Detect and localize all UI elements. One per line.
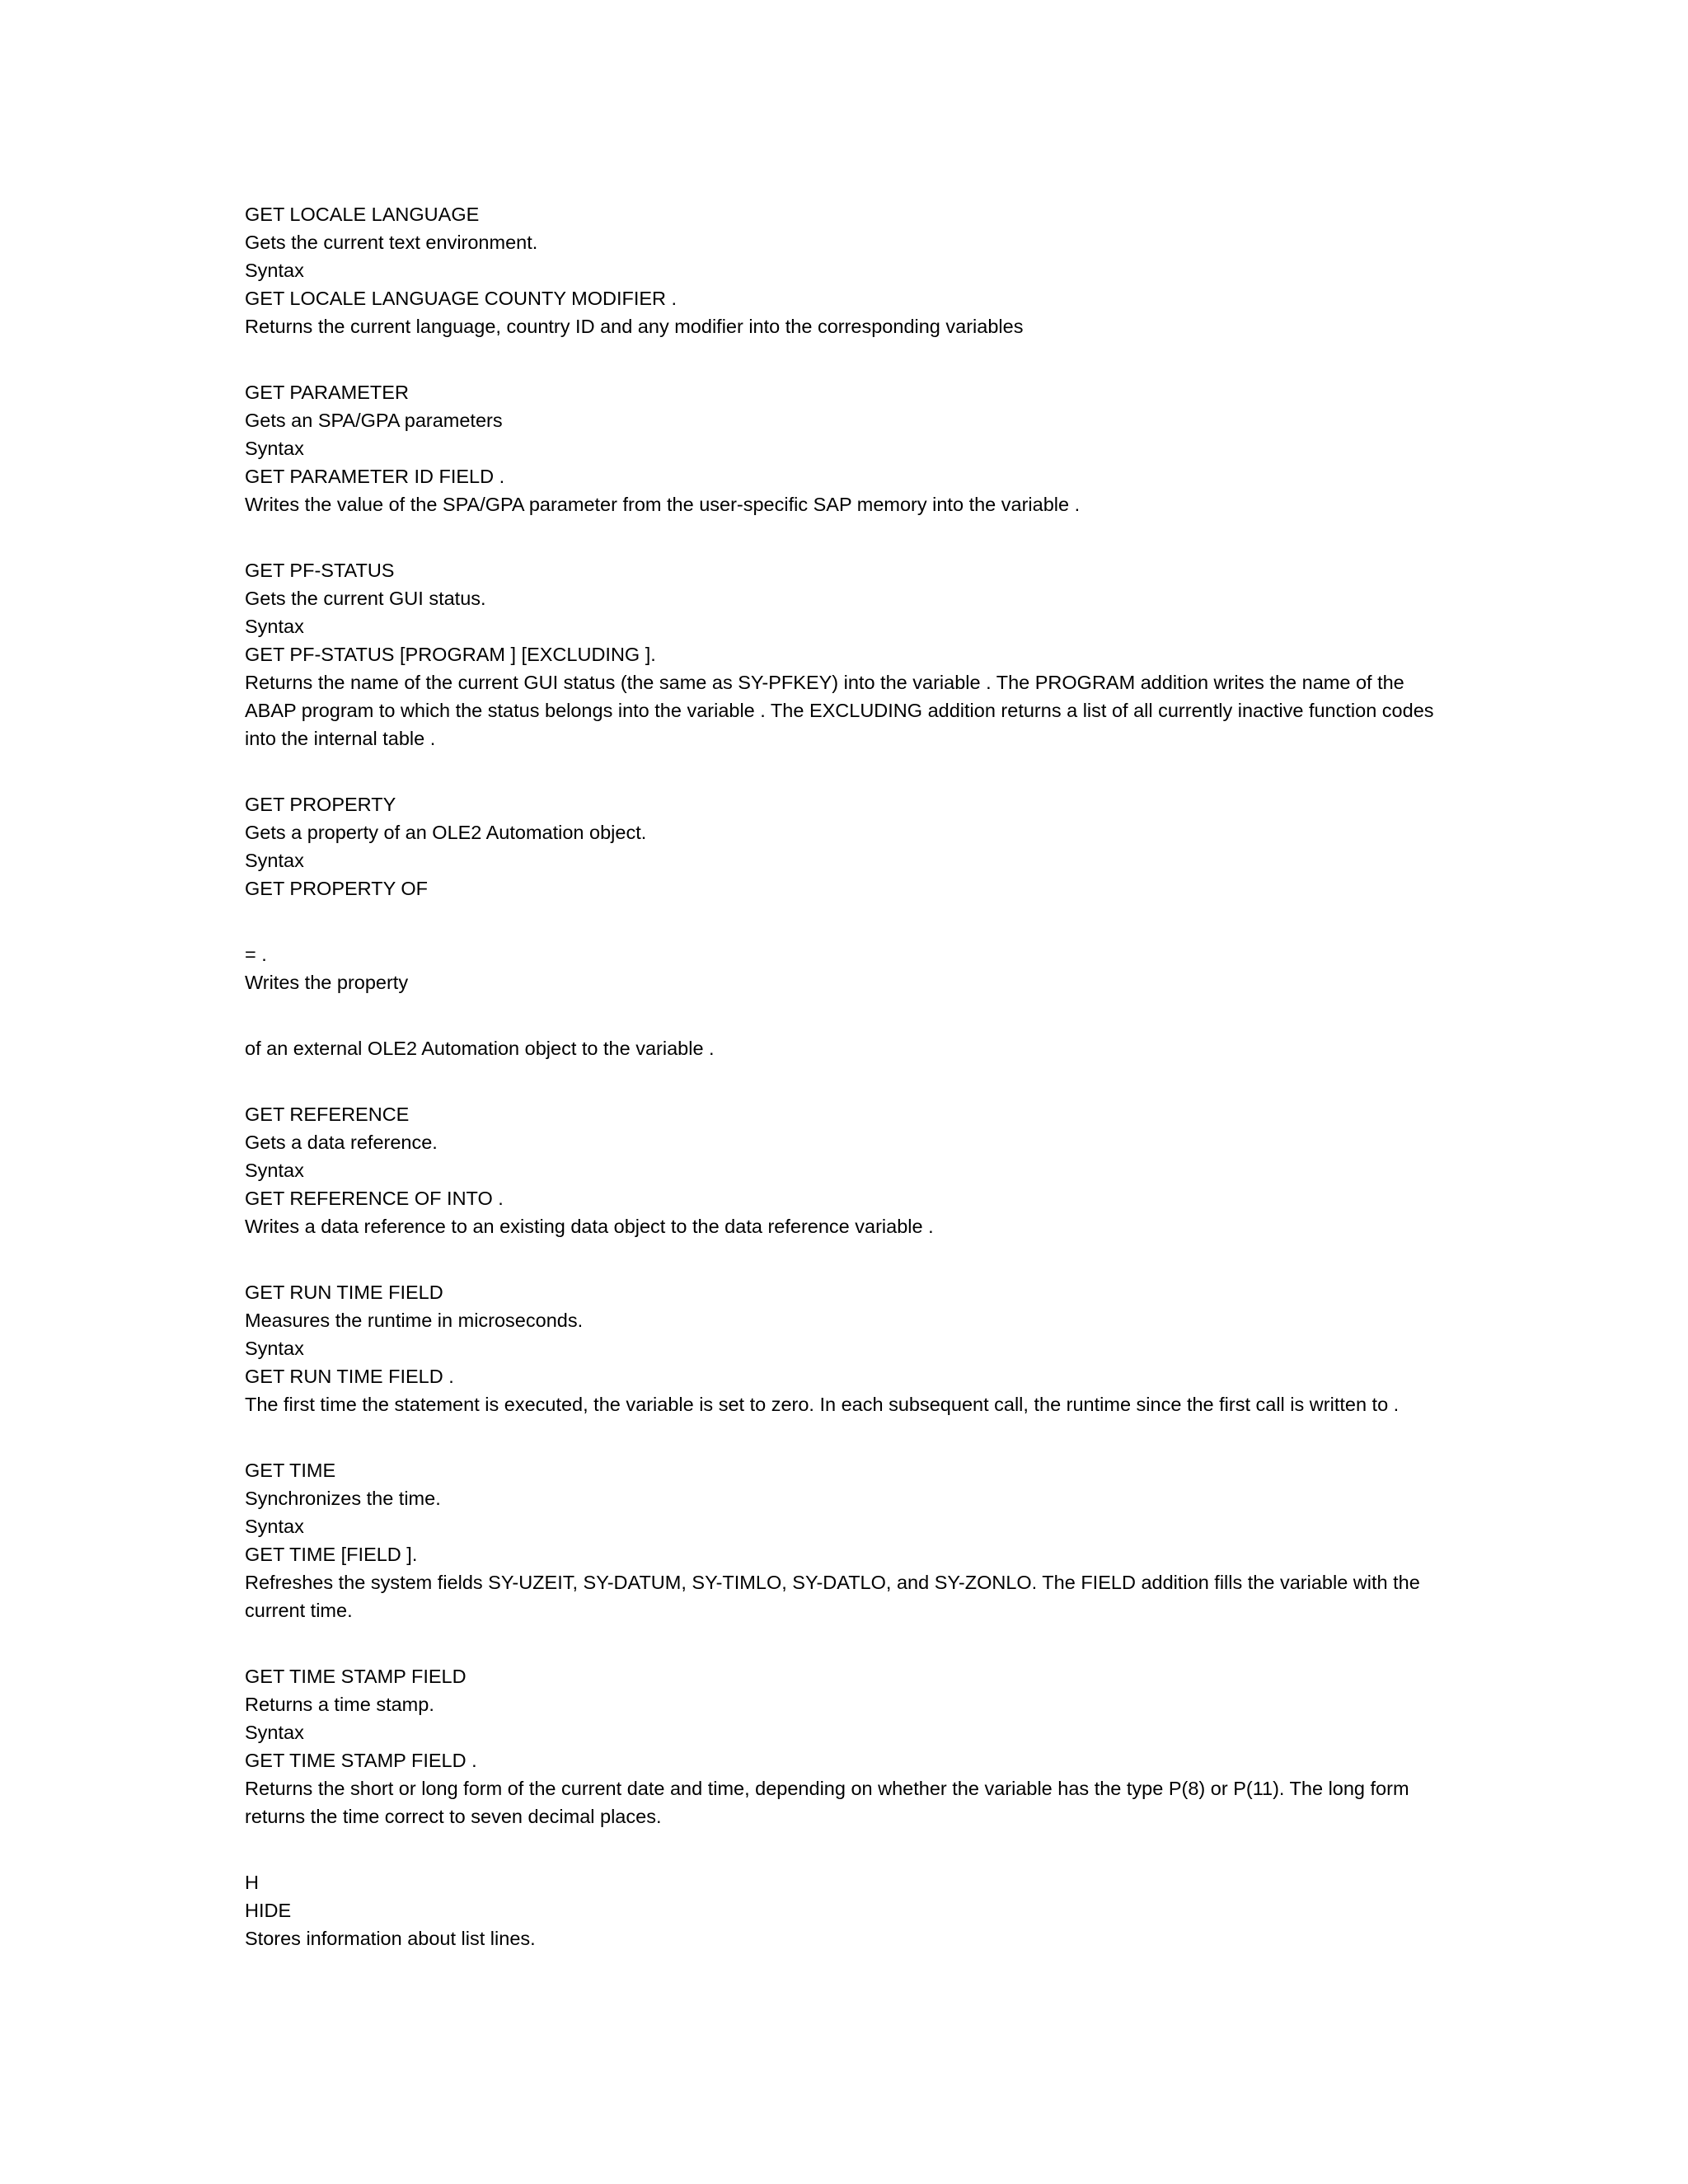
- syntax-label: Syntax: [245, 260, 304, 281]
- entry-summary: Synchronizes the time.: [245, 1488, 441, 1509]
- document-page: [245, 200, 1448, 1990]
- syntax-label: Syntax: [245, 1160, 304, 1181]
- entry-description: Returns the name of the current GUI status (the same as SY-PFKEY) into the variable . The PROGRAM addition writes the name of the ABAP program to which the status belongs into the variable . The EXCLUDING addition returns a list of all currently inactive function codes into the internal table .: [245, 672, 1434, 749]
- entry-title: GET TIME STAMP FIELD: [245, 1666, 467, 1687]
- syntax-statement: GET TIME STAMP FIELD .: [245, 1750, 477, 1771]
- syntax-statement: GET TIME [FIELD ].: [245, 1544, 418, 1565]
- entry-get-run-time-field: [245, 1278, 1448, 1418]
- entry-title: HIDE: [245, 1900, 292, 1921]
- entry-summary: Gets the current text environment.: [245, 232, 538, 253]
- entry-summary: Stores information about list lines.: [245, 1928, 536, 1949]
- entry-description: Writes the value of the SPA/GPA parameter from the user-specific SAP memory into the variable .: [245, 494, 1081, 515]
- entry-summary: Gets an SPA/GPA parameters: [245, 410, 503, 431]
- entry-title: GET PARAMETER: [245, 382, 409, 403]
- entry-get-locale-language: [245, 200, 1448, 340]
- syntax-label: Syntax: [245, 616, 304, 637]
- entry-title: GET RUN TIME FIELD: [245, 1282, 443, 1303]
- syntax-statement: GET LOCALE LANGUAGE COUNTY MODIFIER .: [245, 288, 678, 309]
- syntax-statement: GET REFERENCE OF INTO .: [245, 1188, 504, 1209]
- entry-summary: Gets a data reference.: [245, 1132, 438, 1153]
- entry-description: Refreshes the system fields SY-UZEIT, SY-DATUM, SY-TIMLO, SY-DATLO, and SY-ZONLO. The FIELD addition fills the variable with the current time.: [245, 1572, 1420, 1621]
- syntax-label: Syntax: [245, 1338, 304, 1359]
- syntax-label: Syntax: [245, 850, 304, 871]
- entry-description: Writes a data reference to an existing data object to the data reference variable .: [245, 1216, 934, 1237]
- syntax-statement: GET RUN TIME FIELD .: [245, 1366, 454, 1387]
- entry-title: GET PROPERTY: [245, 794, 396, 815]
- syntax-statement: GET PARAMETER ID FIELD .: [245, 466, 505, 487]
- entry-title: GET REFERENCE: [245, 1104, 410, 1125]
- entry-get-parameter: [245, 378, 1448, 518]
- entry-summary: Returns a time stamp.: [245, 1694, 434, 1715]
- entry-get-property-continued: [245, 940, 1448, 996]
- entry-summary: Gets a property of an OLE2 Automation object.: [245, 822, 647, 843]
- entry-title: GET LOCALE LANGUAGE: [245, 204, 480, 225]
- entry-get-time: [245, 1456, 1448, 1624]
- entry-description: The first time the statement is executed, the variable is set to zero. In each subsequent call, the runtime since the first call is written to .: [245, 1394, 1400, 1415]
- entry-get-property: [245, 790, 1448, 902]
- syntax-fragment: = .: [245, 944, 267, 965]
- entry-title: GET TIME: [245, 1460, 336, 1481]
- entry-hide: [245, 1868, 1448, 1952]
- syntax-label: Syntax: [245, 1516, 304, 1537]
- entry-get-property-description-continued: [245, 1034, 1448, 1062]
- entry-get-time-stamp-field: [245, 1662, 1448, 1830]
- section-letter-heading: H: [245, 1872, 259, 1893]
- syntax-statement: GET PF-STATUS [PROGRAM ] [EXCLUDING ].: [245, 644, 656, 665]
- entry-description: Returns the short or long form of the current date and time, depending on whether the variable has the type P(8) or P(11). The long form returns the time correct to seven decimal places.: [245, 1778, 1409, 1827]
- entry-description: Returns the current language, country ID and any modifier into the corresponding variables: [245, 316, 1024, 337]
- entry-description: of an external OLE2 Automation object to the variable .: [245, 1038, 715, 1059]
- entry-get-reference: [245, 1100, 1448, 1240]
- entry-summary: Measures the runtime in microseconds.: [245, 1310, 584, 1331]
- entry-description: Writes the property: [245, 972, 409, 993]
- entry-summary: Gets the current GUI status.: [245, 588, 486, 609]
- syntax-label: Syntax: [245, 438, 304, 459]
- entry-title: GET PF-STATUS: [245, 560, 395, 581]
- syntax-statement: GET PROPERTY OF: [245, 878, 428, 899]
- entry-get-pf-status: [245, 556, 1448, 752]
- syntax-label: Syntax: [245, 1722, 304, 1743]
